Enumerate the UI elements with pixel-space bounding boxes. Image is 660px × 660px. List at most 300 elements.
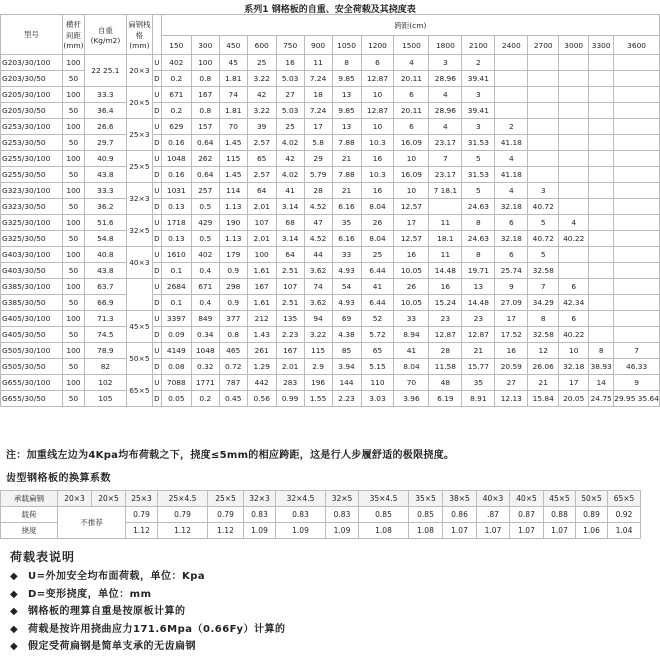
conversion-load-value: 0.85 bbox=[359, 507, 409, 523]
load-value-cell: 11 bbox=[304, 55, 332, 71]
weight-cell: 51.6 bbox=[84, 215, 126, 231]
weight-cell: 63.7 bbox=[84, 279, 126, 295]
deflection-value-cell: 10.3 bbox=[361, 135, 394, 151]
deflection-value-cell bbox=[589, 295, 614, 311]
deflection-value-cell: 40.22 bbox=[559, 231, 589, 247]
conversion-load-value: 0.83 bbox=[326, 507, 359, 523]
load-value-cell: 7088 bbox=[161, 375, 191, 391]
conversion-load-value: 0.88 bbox=[544, 507, 576, 523]
model-cell: G325/30/100 bbox=[1, 215, 63, 231]
pitch-cell: 50 bbox=[62, 231, 84, 247]
deflection-value-cell: 34.29 bbox=[528, 295, 559, 311]
weight-cell: 82 bbox=[84, 359, 126, 375]
load-value-cell: 14 bbox=[589, 375, 614, 391]
deflection-value-cell: 0.8 bbox=[219, 327, 247, 343]
load-value-cell: 6 bbox=[559, 279, 589, 295]
pitch-cell: 100 bbox=[62, 215, 84, 231]
deflection-value-cell: 20.11 bbox=[394, 71, 429, 87]
pitch-cell: 50 bbox=[62, 199, 84, 215]
load-value-cell: 9 bbox=[495, 279, 528, 295]
span-header-cell: 3300 bbox=[589, 36, 614, 55]
span-header-cell: 750 bbox=[276, 36, 304, 55]
load-value-cell: 7 18.1 bbox=[429, 183, 462, 199]
pitch-cell: 100 bbox=[62, 151, 84, 167]
load-table bbox=[0, 14, 660, 407]
load-value-cell: 16 bbox=[361, 183, 394, 199]
deflection-value-cell: 1.13 bbox=[219, 199, 247, 215]
d-label: D bbox=[152, 71, 161, 87]
model-cell: G655/30/100 bbox=[1, 375, 63, 391]
legend-list bbox=[10, 568, 285, 656]
model-cell: G403/30/50 bbox=[1, 263, 63, 279]
deflection-value-cell: 7.24 bbox=[304, 71, 332, 87]
load-value-cell: 671 bbox=[191, 279, 219, 295]
deflection-value-cell: 27.09 bbox=[495, 295, 528, 311]
load-value-cell bbox=[559, 55, 589, 71]
bar-cell: 20×3 bbox=[126, 55, 152, 87]
d-label: D bbox=[152, 199, 161, 215]
deflection-value-cell bbox=[614, 167, 660, 183]
deflection-value-cell: 14.48 bbox=[429, 263, 462, 279]
deflection-value-cell: 1.45 bbox=[219, 135, 247, 151]
deflection-value-cell: 15.24 bbox=[429, 295, 462, 311]
u-label: U bbox=[152, 87, 161, 103]
load-value-cell: 3 bbox=[462, 87, 495, 103]
weight-cell: 78.9 bbox=[84, 343, 126, 359]
conversion-col-header: 20×3 bbox=[58, 491, 92, 507]
deflection-value-cell: 0.64 bbox=[191, 167, 219, 183]
model-cell: G505/30/50 bbox=[1, 359, 63, 375]
model-cell: G405/30/50 bbox=[1, 327, 63, 343]
load-value-cell bbox=[614, 87, 660, 103]
d-label: D bbox=[152, 391, 161, 407]
legend-item-text: U=外加安全均布面荷载，单位：Kpa bbox=[28, 571, 206, 582]
pitch-cell: 100 bbox=[62, 247, 84, 263]
u-label: U bbox=[152, 55, 161, 71]
conversion-deflection-value: 1.09 bbox=[244, 523, 276, 539]
load-value-cell bbox=[614, 151, 660, 167]
deflection-value-cell: 28.96 bbox=[429, 71, 462, 87]
load-value-cell: 42 bbox=[247, 87, 276, 103]
load-value-cell: 629 bbox=[161, 119, 191, 135]
deflection-value-cell: 2.01 bbox=[247, 199, 276, 215]
deflection-value-cell: 0.5 bbox=[191, 231, 219, 247]
load-value-cell: 8 bbox=[332, 55, 361, 71]
deflection-value-cell: 25.74 bbox=[495, 263, 528, 279]
deflection-value-cell: 1.81 bbox=[219, 103, 247, 119]
load-value-cell: 1718 bbox=[161, 215, 191, 231]
deflection-value-cell: 0.9 bbox=[219, 263, 247, 279]
conversion-load-value: 0.79 bbox=[158, 507, 208, 523]
weight-line-note: 注：加重线左边为4Kpa均布荷载之下，挠度≤5mm的相应跨距，这是行人步履舒适的极限挠度。 bbox=[6, 450, 455, 461]
load-value-cell: 3 bbox=[429, 55, 462, 71]
load-value-cell: 7 bbox=[614, 343, 660, 359]
deflection-value-cell: 29.95 35.64 bbox=[614, 391, 660, 407]
header-model: 型号 bbox=[1, 15, 63, 55]
load-value-cell: 13 bbox=[462, 279, 495, 295]
load-value-cell: 5 bbox=[462, 183, 495, 199]
deflection-value-cell: 8.04 bbox=[361, 199, 394, 215]
deflection-value-cell bbox=[589, 231, 614, 247]
load-value-cell: 70 bbox=[394, 375, 429, 391]
table-row bbox=[1, 151, 660, 167]
deflection-value-cell bbox=[614, 135, 660, 151]
deflection-value-cell bbox=[614, 263, 660, 279]
diamond-bullet-icon: ◆ bbox=[10, 641, 19, 652]
load-value-cell: 16 bbox=[495, 343, 528, 359]
load-value-cell bbox=[528, 119, 559, 135]
deflection-value-cell: 1.13 bbox=[219, 231, 247, 247]
load-value-cell: 2 bbox=[495, 119, 528, 135]
span-header-cell: 450 bbox=[219, 36, 247, 55]
load-value-cell: 190 bbox=[219, 215, 247, 231]
deflection-value-cell: 12.87 bbox=[429, 327, 462, 343]
deflection-value-cell: 0.16 bbox=[161, 167, 191, 183]
conversion-table bbox=[0, 490, 641, 539]
diamond-bullet-icon: ◆ bbox=[10, 623, 19, 635]
deflection-value-cell: 0.64 bbox=[191, 135, 219, 151]
weight-cell: 43.8 bbox=[84, 167, 126, 183]
load-value-cell: 107 bbox=[276, 279, 304, 295]
load-value-cell: 6 bbox=[495, 247, 528, 263]
deflection-value-cell: 5.03 bbox=[276, 71, 304, 87]
pitch-cell: 100 bbox=[62, 375, 84, 391]
load-value-cell: 12 bbox=[528, 343, 559, 359]
load-value-cell: 5 bbox=[462, 151, 495, 167]
deflection-value-cell: 0.2 bbox=[161, 71, 191, 87]
weight-cell: 43.8 bbox=[84, 263, 126, 279]
table-row bbox=[1, 375, 660, 391]
deflection-value-cell: 3.22 bbox=[247, 71, 276, 87]
deflection-value-cell: 1.55 bbox=[304, 391, 332, 407]
weight-cell: 66.9 bbox=[84, 295, 126, 311]
load-value-cell: 4 bbox=[559, 215, 589, 231]
deflection-value-cell: 32.58 bbox=[528, 263, 559, 279]
conversion-load-value: 0.89 bbox=[576, 507, 608, 523]
d-label: D bbox=[152, 135, 161, 151]
weight-cell: 71.3 bbox=[84, 311, 126, 327]
deflection-value-cell bbox=[589, 71, 614, 87]
weight-cell: 26.6 bbox=[84, 119, 126, 135]
load-value-cell: 17 bbox=[304, 119, 332, 135]
deflection-value-cell bbox=[614, 103, 660, 119]
load-value-cell bbox=[589, 279, 614, 295]
load-value-cell: 157 bbox=[191, 119, 219, 135]
deflection-value-cell: 3.62 bbox=[304, 295, 332, 311]
load-value-cell: 21 bbox=[528, 375, 559, 391]
model-cell: G253/30/100 bbox=[1, 119, 63, 135]
conversion-col-header: 25×3 bbox=[126, 491, 158, 507]
load-value-cell: 261 bbox=[247, 343, 276, 359]
deflection-value-cell: 28.96 bbox=[429, 103, 462, 119]
load-value-cell: 4 bbox=[429, 119, 462, 135]
load-value-cell: 26 bbox=[361, 215, 394, 231]
legend-title: 荷载表说明 bbox=[10, 550, 76, 564]
load-value-cell bbox=[614, 119, 660, 135]
load-value-cell: 44 bbox=[304, 247, 332, 263]
table-row bbox=[1, 311, 660, 327]
deflection-value-cell: 3.22 bbox=[247, 103, 276, 119]
deflection-value-cell: 3.14 bbox=[276, 231, 304, 247]
u-label: U bbox=[152, 311, 161, 327]
load-value-cell bbox=[589, 119, 614, 135]
conversion-header-row bbox=[1, 491, 641, 507]
load-value-cell: 262 bbox=[191, 151, 219, 167]
conversion-load-value: 0.79 bbox=[208, 507, 244, 523]
span-header-cell: 150 bbox=[161, 36, 191, 55]
load-value-cell: 1048 bbox=[161, 151, 191, 167]
d-label: D bbox=[152, 327, 161, 343]
deflection-value-cell: 12.57 bbox=[394, 231, 429, 247]
deflection-value-cell: 5.72 bbox=[361, 327, 394, 343]
deflection-value-cell bbox=[614, 199, 660, 215]
deflection-value-cell: 0.8 bbox=[191, 103, 219, 119]
u-label: U bbox=[152, 343, 161, 359]
deflection-value-cell bbox=[559, 263, 589, 279]
deflection-value-cell: 15.77 bbox=[462, 359, 495, 375]
deflection-value-cell: 0.13 bbox=[161, 231, 191, 247]
load-value-cell: 48 bbox=[429, 375, 462, 391]
deflection-value-cell: 0.1 bbox=[161, 263, 191, 279]
conversion-load-value: 0.92 bbox=[608, 507, 641, 523]
deflection-value-cell: 23.17 bbox=[429, 167, 462, 183]
load-value-cell: 465 bbox=[219, 343, 247, 359]
deflection-value-cell: 11.58 bbox=[429, 359, 462, 375]
load-value-cell: 16 bbox=[361, 151, 394, 167]
header-span: 跨距(cm) bbox=[161, 15, 659, 36]
deflection-value-cell: 12.57 bbox=[394, 199, 429, 215]
load-value-cell: 26 bbox=[394, 279, 429, 295]
deflection-value-cell: 32.18 bbox=[495, 199, 528, 215]
deflection-value-cell: 6.44 bbox=[361, 263, 394, 279]
table-row bbox=[1, 279, 660, 295]
load-value-cell: 47 bbox=[304, 215, 332, 231]
u-label: U bbox=[152, 215, 161, 231]
deflection-value-cell: 2.51 bbox=[276, 295, 304, 311]
deflection-value-cell: 10.3 bbox=[361, 167, 394, 183]
load-value-cell: 196 bbox=[304, 375, 332, 391]
pitch-cell: 100 bbox=[62, 183, 84, 199]
deflection-value-cell: 2.23 bbox=[276, 327, 304, 343]
load-value-cell: 85 bbox=[332, 343, 361, 359]
deflection-value-cell: 7.24 bbox=[304, 103, 332, 119]
table-row bbox=[1, 359, 660, 375]
span-header-cell: 1500 bbox=[394, 36, 429, 55]
load-value-cell: 402 bbox=[161, 55, 191, 71]
weight-cell: 40.9 bbox=[84, 151, 126, 167]
deflection-value-cell: 0.16 bbox=[161, 135, 191, 151]
conversion-load-value: 0.83 bbox=[276, 507, 326, 523]
deflection-value-cell: 4.93 bbox=[332, 295, 361, 311]
pitch-cell: 50 bbox=[62, 71, 84, 87]
table-row bbox=[1, 247, 660, 263]
conversion-col-header: 45×5 bbox=[544, 491, 576, 507]
span-header-cell: 2700 bbox=[528, 36, 559, 55]
load-value-cell: 45 bbox=[219, 55, 247, 71]
u-label: U bbox=[152, 279, 161, 295]
deflection-value-cell: 40.22 bbox=[559, 327, 589, 343]
deflection-value-cell: 0.32 bbox=[191, 359, 219, 375]
load-value-cell: 1048 bbox=[191, 343, 219, 359]
load-value-cell: 54 bbox=[332, 279, 361, 295]
deflection-value-cell: 2.57 bbox=[247, 167, 276, 183]
pitch-cell: 50 bbox=[62, 135, 84, 151]
deflection-value-cell: 10.05 bbox=[394, 263, 429, 279]
deflection-value-cell: 0.8 bbox=[191, 71, 219, 87]
conversion-load-value: 0.87 bbox=[510, 507, 544, 523]
pitch-cell: 50 bbox=[62, 359, 84, 375]
load-value-cell: 115 bbox=[219, 151, 247, 167]
load-value-cell: 3 bbox=[462, 119, 495, 135]
deflection-value-cell bbox=[495, 71, 528, 87]
deflection-value-cell: 26.06 bbox=[528, 359, 559, 375]
d-label: D bbox=[152, 167, 161, 183]
load-value-cell: 29 bbox=[304, 151, 332, 167]
load-value-cell: 69 bbox=[332, 311, 361, 327]
load-value-cell: 110 bbox=[361, 375, 394, 391]
conversion-col-header: 35×5 bbox=[409, 491, 443, 507]
deflection-value-cell: 14.48 bbox=[462, 295, 495, 311]
span-header-cell: 900 bbox=[304, 36, 332, 55]
deflection-value-cell: 0.1 bbox=[161, 295, 191, 311]
deflection-value-cell: 2.9 bbox=[304, 359, 332, 375]
deflection-value-cell: 8.04 bbox=[394, 359, 429, 375]
deflection-value-cell: 38.93 bbox=[589, 359, 614, 375]
load-value-cell: 8 bbox=[528, 311, 559, 327]
load-value-cell: 68 bbox=[276, 215, 304, 231]
load-value-cell: 74 bbox=[304, 279, 332, 295]
deflection-value-cell: 2.23 bbox=[332, 391, 361, 407]
load-value-cell: 21 bbox=[332, 151, 361, 167]
deflection-value-cell: 5.79 bbox=[304, 167, 332, 183]
load-value-cell: 10 bbox=[361, 119, 394, 135]
load-value-cell: 6 bbox=[394, 119, 429, 135]
load-value-cell: 16 bbox=[394, 247, 429, 263]
deflection-value-cell: 10.05 bbox=[394, 295, 429, 311]
deflection-value-cell: 8.04 bbox=[361, 231, 394, 247]
deflection-value-cell bbox=[589, 167, 614, 183]
load-value-cell: 13 bbox=[332, 119, 361, 135]
conversion-deflection-value: 1.09 bbox=[276, 523, 326, 539]
load-value-cell bbox=[528, 151, 559, 167]
deflection-value-cell: 3.62 bbox=[304, 263, 332, 279]
u-label: U bbox=[152, 151, 161, 167]
deflection-value-cell: 9.85 bbox=[332, 103, 361, 119]
bar-cell bbox=[126, 279, 152, 311]
deflection-value-cell: 5.8 bbox=[304, 135, 332, 151]
table-row bbox=[1, 215, 660, 231]
load-value-cell: 4 bbox=[495, 183, 528, 199]
load-value-cell: 144 bbox=[332, 375, 361, 391]
load-value-cell: 18 bbox=[304, 87, 332, 103]
deflection-value-cell: 1.45 bbox=[219, 167, 247, 183]
legend-item bbox=[10, 638, 285, 656]
span-header-cell: 600 bbox=[247, 36, 276, 55]
load-value-cell: 28 bbox=[429, 343, 462, 359]
pitch-cell: 50 bbox=[62, 263, 84, 279]
legend-item-text: D=变形挠度，单位：mm bbox=[28, 588, 152, 600]
deflection-value-cell bbox=[614, 231, 660, 247]
table-row bbox=[1, 119, 660, 135]
load-value-cell bbox=[589, 247, 614, 263]
conversion-col-header: 32×3 bbox=[244, 491, 276, 507]
span-header-cell: 1800 bbox=[429, 36, 462, 55]
load-value-cell: 94 bbox=[304, 311, 332, 327]
weight-cell: 74.5 bbox=[84, 327, 126, 343]
deflection-value-cell: 7.88 bbox=[332, 167, 361, 183]
deflection-value-cell: 16.09 bbox=[394, 167, 429, 183]
deflection-value-cell: 39.41 bbox=[462, 103, 495, 119]
deflection-value-cell: 0.45 bbox=[219, 391, 247, 407]
deflection-value-cell bbox=[528, 135, 559, 151]
deflection-value-cell: 2.01 bbox=[276, 359, 304, 375]
pitch-cell: 50 bbox=[62, 295, 84, 311]
deflection-value-cell: 0.34 bbox=[191, 327, 219, 343]
span-header-cell: 1050 bbox=[332, 36, 361, 55]
load-value-cell: 100 bbox=[247, 247, 276, 263]
header-row bbox=[1, 15, 660, 36]
deflection-value-cell: 19.71 bbox=[462, 263, 495, 279]
deflection-value-cell bbox=[559, 199, 589, 215]
load-value-cell: 28 bbox=[304, 183, 332, 199]
weight-cell: 102 bbox=[84, 375, 126, 391]
model-cell: G403/30/100 bbox=[1, 247, 63, 263]
deflection-value-cell bbox=[559, 167, 589, 183]
conversion-deflection-value: 1.04 bbox=[608, 523, 641, 539]
load-value-cell: 23 bbox=[462, 311, 495, 327]
load-value-cell bbox=[589, 311, 614, 327]
deflection-value-cell: 32.18 bbox=[559, 359, 589, 375]
deflection-value-cell: 8.91 bbox=[462, 391, 495, 407]
conversion-load-row bbox=[1, 507, 641, 523]
load-value-cell bbox=[589, 151, 614, 167]
pitch-cell: 50 bbox=[62, 103, 84, 119]
deflection-value-cell: 1.43 bbox=[247, 327, 276, 343]
load-value-cell: 3397 bbox=[161, 311, 191, 327]
load-value-cell: 429 bbox=[191, 215, 219, 231]
load-value-cell: 21 bbox=[332, 183, 361, 199]
load-value-cell: 377 bbox=[219, 311, 247, 327]
conversion-deflection-value: 1.07 bbox=[510, 523, 544, 539]
deflection-value-cell bbox=[589, 327, 614, 343]
weight-cell: 29.7 bbox=[84, 135, 126, 151]
conversion-load-value: 0.85 bbox=[409, 507, 443, 523]
load-value-cell: 1610 bbox=[161, 247, 191, 263]
model-cell: G505/30/100 bbox=[1, 343, 63, 359]
load-value-cell: 52 bbox=[361, 311, 394, 327]
conversion-col-header: 32×4.5 bbox=[276, 491, 326, 507]
load-value-cell: 167 bbox=[247, 279, 276, 295]
deflection-value-cell bbox=[528, 71, 559, 87]
pitch-cell: 100 bbox=[62, 119, 84, 135]
load-value-cell: 4 bbox=[394, 55, 429, 71]
load-value-cell: 35 bbox=[332, 215, 361, 231]
deflection-value-cell bbox=[559, 103, 589, 119]
d-label: D bbox=[152, 231, 161, 247]
model-cell: G385/30/100 bbox=[1, 279, 63, 295]
load-value-cell bbox=[614, 247, 660, 263]
not-recommended-cell: 不推荐 bbox=[58, 507, 126, 539]
deflection-value-cell: 18.1 bbox=[429, 231, 462, 247]
deflection-value-cell: 4.52 bbox=[304, 231, 332, 247]
load-value-cell: 11 bbox=[429, 215, 462, 231]
deflection-value-cell: 12.87 bbox=[361, 71, 394, 87]
load-value-cell: 17 bbox=[559, 375, 589, 391]
load-value-cell: 16 bbox=[276, 55, 304, 71]
conversion-head-label: 承载扁钢 bbox=[1, 491, 58, 507]
legend-item bbox=[10, 568, 285, 586]
load-value-cell: 64 bbox=[276, 247, 304, 263]
